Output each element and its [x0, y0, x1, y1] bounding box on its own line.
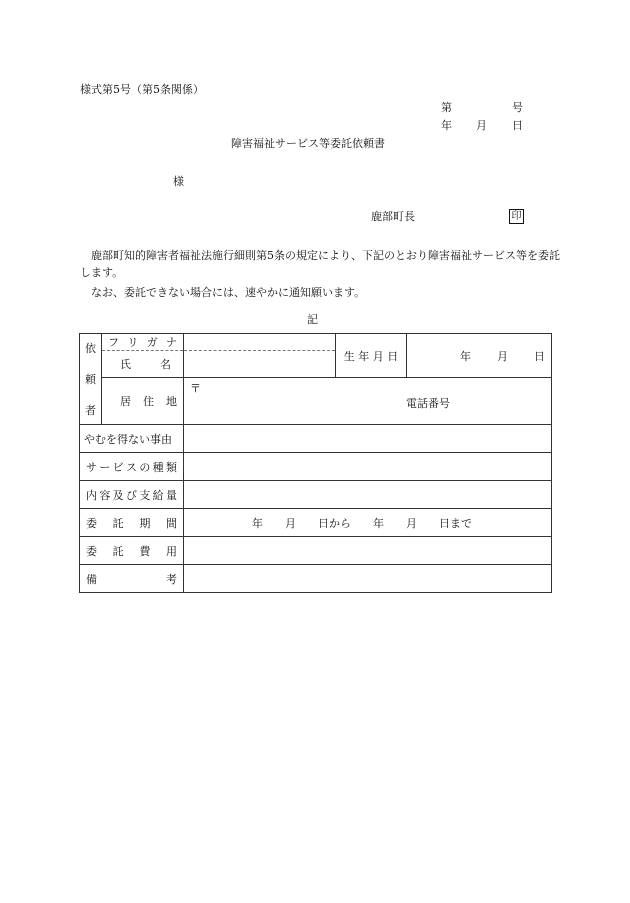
seal-mark: 印	[509, 209, 524, 224]
period-label	[84, 515, 179, 531]
service-char-6: 種	[152, 460, 164, 474]
name-char-1: 氏	[120, 358, 131, 371]
remarks-char-1: 備	[86, 572, 97, 586]
fee-input[interactable]	[184, 537, 552, 565]
body-paragraph-2: なお、委託できない場合には、速やかに通知願います。	[91, 286, 366, 299]
period-label-cell	[80, 509, 184, 537]
birth-month-unit: 月	[497, 349, 508, 363]
remarks-label	[84, 571, 179, 587]
content-char-6: 給	[152, 488, 164, 502]
name-input[interactable]	[184, 351, 336, 378]
fee-char-2: 託	[112, 544, 124, 558]
doc-number-prefix: 第	[441, 101, 452, 114]
furigana-char-2: リ	[127, 336, 139, 349]
date-day: 日	[512, 119, 523, 132]
name-label-cell	[102, 351, 184, 378]
content-char-3: 及	[112, 488, 124, 502]
address-char-3: 地	[166, 395, 177, 408]
furigana-char-1: フ	[108, 336, 119, 349]
address-label-cell	[102, 378, 184, 425]
remarks-char-2: 考	[166, 572, 177, 586]
addressee-suffix: 様	[173, 175, 184, 188]
service-type-input[interactable]	[184, 453, 552, 481]
postal-mark: 〒	[190, 382, 201, 395]
sender-name: 鹿部町長	[371, 210, 415, 223]
address-char-2: 住	[143, 395, 154, 408]
requester-char-2: 頼	[85, 373, 96, 386]
requester-char-3: 者	[85, 404, 96, 417]
furigana-label	[106, 334, 179, 350]
content-label-cell	[80, 481, 184, 509]
content-char-2: 容	[99, 488, 111, 502]
date-month: 月	[476, 119, 487, 132]
fee-label-cell	[80, 537, 184, 565]
ki-heading: 記	[307, 313, 318, 326]
content-input[interactable]	[184, 481, 552, 509]
service-char-1: サ	[86, 460, 97, 474]
fee-char-3: 費	[139, 544, 151, 558]
address-char-1: 居	[120, 395, 131, 408]
birthdate-label: 生 年 月 日	[336, 334, 407, 378]
body-paragraph-1: 鹿部町知的障害者福祉法施行細則第5条の規定により、下記のとおり障害福祉サービス等を委託します。	[80, 249, 560, 279]
address-label	[106, 393, 179, 409]
phone-label: 電話番号	[406, 397, 450, 410]
content-char-7: 量	[165, 488, 177, 502]
name-char-2: 名	[160, 358, 171, 371]
remarks-input[interactable]	[184, 565, 552, 593]
period-char-4: 間	[165, 516, 177, 530]
furigana-char-3: ガ	[146, 336, 158, 349]
requester-char-1: 依	[85, 342, 96, 355]
reason-label: やむを得ない事由	[80, 425, 184, 453]
content-char-5: 支	[139, 488, 151, 502]
period-char-1: 委	[86, 516, 97, 530]
service-type-label-cell	[80, 453, 184, 481]
service-char-2: ー	[99, 460, 111, 474]
content-label	[84, 487, 179, 503]
furigana-input[interactable]	[184, 334, 336, 351]
period-char-3: 期	[139, 516, 151, 530]
requester-label	[84, 340, 97, 418]
requester-label-cell	[80, 334, 102, 425]
content-char-4: び	[125, 488, 137, 502]
fee-char-4: 用	[165, 544, 177, 558]
date-year: 年	[441, 119, 452, 132]
name-label	[106, 356, 179, 372]
service-char-5: の	[139, 460, 151, 474]
birth-year-unit: 年	[460, 349, 471, 363]
birthdate-input[interactable]	[407, 334, 552, 378]
service-char-3: ビ	[112, 460, 124, 474]
period-char-2: 託	[112, 516, 124, 530]
seal-stamp	[509, 209, 524, 224]
fee-char-1: 委	[86, 544, 97, 558]
birth-day-unit: 日	[534, 349, 545, 363]
furigana-char-4: ナ	[165, 336, 177, 349]
doc-number-suffix: 号	[512, 101, 523, 114]
form-number: 様式第5号（第5条関係）	[80, 83, 204, 96]
document-title: 障害福祉サービス等委託依頼書	[231, 137, 385, 150]
commission-form-table	[79, 333, 552, 593]
service-char-4: ス	[125, 460, 137, 474]
period-input[interactable]	[184, 509, 552, 537]
remarks-label-cell	[80, 565, 184, 593]
service-type-label	[84, 459, 179, 475]
address-input[interactable]	[184, 378, 552, 425]
furigana-label-cell	[102, 334, 184, 351]
fee-label	[84, 543, 179, 559]
period-value: 年 月 日から 年 月 日まで	[252, 516, 472, 530]
service-char-7: 類	[165, 460, 177, 474]
reason-input[interactable]	[184, 425, 552, 453]
content-char-1: 内	[86, 488, 97, 502]
